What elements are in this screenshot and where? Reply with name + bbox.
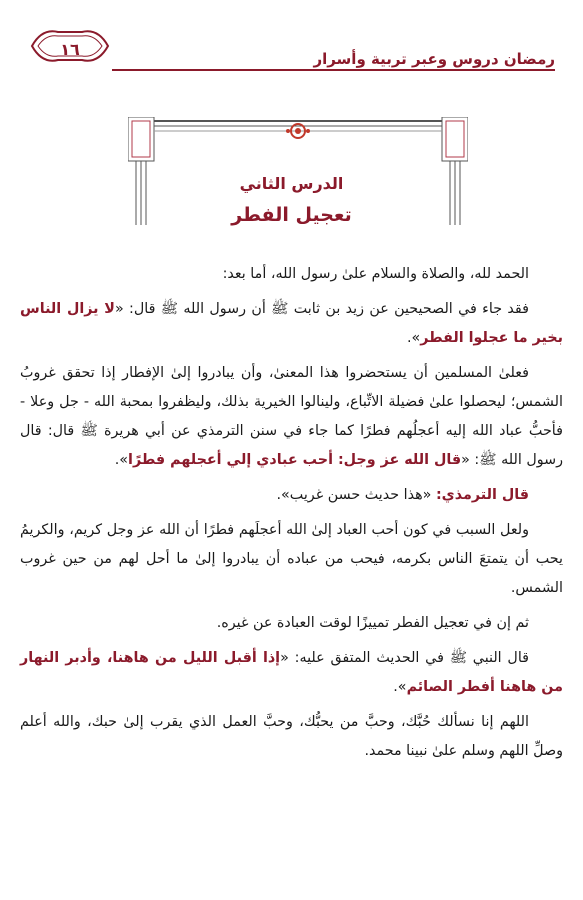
tirmidhi-grade: «هذا حديث حسن غريب». bbox=[276, 487, 436, 503]
hadith-3-close: ». bbox=[393, 679, 407, 695]
hadith-3-lead: قال النبي ﷺ في الحديث المتفق عليه: « bbox=[280, 650, 530, 666]
supplication-text: اللهم إنا نسألك حُبَّك، وحبَّ من يحبُّك، وحبَّ العمل الذي يقرب إلىٰ حبك، والله أعلم وصلِّ اللهم وسلم علىٰ نبينا محمد. bbox=[20, 714, 563, 759]
reason-text: ولعل السبب في كون أحب العباد إلىٰ الله أعجلَهم فطرًا أن الله عز وجل كريم، والكريمُ يحب أن يتمتعَ الناس بكرمه، فيحب من عباده أن يبادروا إلىٰ ما أحل لهم من حين غروب الشمس. bbox=[20, 522, 563, 596]
intro-text: الحمد لله، والصلاة والسلام علىٰ رسول الله، أما بعد: bbox=[222, 266, 529, 282]
hadith-2-close: ». bbox=[114, 452, 129, 468]
paragraph-intro bbox=[20, 260, 563, 289]
hadith-1-quote: لا يزال الناس بخير ما عجلوا الفطر bbox=[20, 301, 563, 346]
explanation-text: فعلىٰ المسلمين أن يستحضروا هذا المعنىٰ، وأن يبادروا إلىٰ الإفطار إذا تحقق غروبُ الشمس؛ ليحصلوا علىٰ فضيلة الاتِّباع، ولينالوا الخيرية بذلك، وليظفروا بمحبة الله - جل وعلا - فأحبُّ عباد الله إليه أعجلُهم فطرًا كما جاء في سنن الترمذي عن أبي هريرة ﷺ قال: قال رسول الله ﷺ: « bbox=[20, 365, 563, 468]
page-number-ornament bbox=[28, 26, 112, 66]
paragraph-hadith-1 bbox=[20, 295, 563, 353]
tirmidhi-label: قال الترمذي: bbox=[435, 487, 529, 503]
lesson-number: الدرس الثاني bbox=[239, 174, 344, 193]
header-rule bbox=[112, 69, 555, 71]
page-header bbox=[28, 20, 555, 70]
paragraph-reason bbox=[20, 516, 563, 603]
paragraph-distinction bbox=[20, 609, 563, 638]
distinction-text: ثم إن في تعجيل الفطر تمييزًا لوقت العبادة عن غيره. bbox=[216, 615, 529, 631]
page-number: ١٦ bbox=[60, 40, 80, 59]
lesson-body bbox=[20, 260, 563, 772]
paragraph-supplication bbox=[20, 708, 563, 766]
hadith-2-quote: قال الله عز وجل: أحب عبادي إلي أعجلهم فطرًا bbox=[128, 452, 462, 468]
hadith-1-lead: فقد جاء في الصحيحين عن زيد بن ثابت ﷺ أن رسول الله ﷺ قال: « bbox=[114, 301, 529, 317]
running-title: رمضان دروس وعبر تربية وأسرار bbox=[313, 50, 555, 68]
hadith-1-close: ». bbox=[406, 330, 421, 346]
hadith-3-quote: إذا أقبل الليل من هاهنا، وأدبر النهار من هاهنا أفطر الصائم bbox=[20, 650, 563, 695]
paragraph-hadith-3 bbox=[20, 644, 563, 702]
paragraph-tirmidhi bbox=[20, 481, 563, 510]
lesson-title: تعجيل الفطر bbox=[231, 204, 352, 226]
paragraph-explanation bbox=[20, 359, 563, 475]
